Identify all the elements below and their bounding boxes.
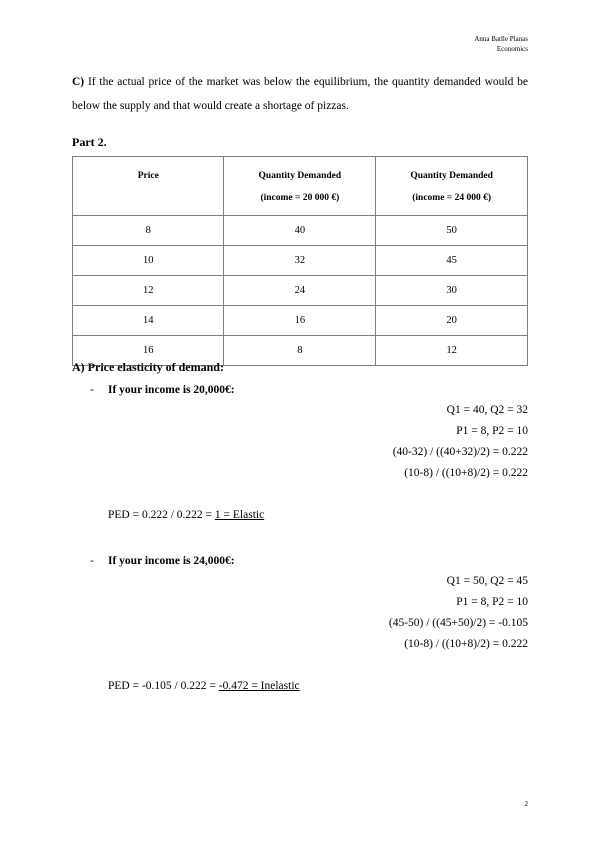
table-row (73, 276, 528, 306)
subject-name: Economics (496, 45, 528, 53)
case-1-line-2: P1 = 8, P2 = 10 (456, 425, 528, 437)
part-c-paragraph (72, 70, 528, 118)
bullet-dash: - (90, 555, 94, 567)
table-cell: 16 (224, 306, 376, 336)
table-cell: 8 (224, 336, 376, 366)
table-row (73, 306, 528, 336)
header-qd-24000: Quantity Demanded (income = 24 000 €) (376, 157, 528, 216)
table-cell: 20 (376, 306, 528, 336)
header-price: Price (73, 157, 224, 216)
case-2-ped (108, 680, 300, 692)
case-2-ped-result: -0.472 = Inelastic (218, 680, 300, 692)
table-cell: 8 (73, 216, 224, 246)
page-number: 2 (524, 800, 528, 808)
case-1-line-1: Q1 = 40, Q2 = 32 (446, 404, 528, 416)
case-1-heading-text: If your income is 20,000€: (108, 384, 235, 396)
case-2-line-4: (10-8) / ((10+8)/2) = 0.222 (404, 638, 528, 650)
header-qd-20000: Quantity Demanded (income = 20 000 €) (224, 157, 376, 216)
case-1-ped-prefix: PED = 0.222 / 0.222 = (108, 509, 215, 521)
table-cell: 10 (73, 246, 224, 276)
table-cell: 24 (224, 276, 376, 306)
case-1-ped (108, 509, 264, 521)
case-2-heading-text: If your income is 24,000€: (108, 555, 235, 567)
table-cell: 32 (224, 246, 376, 276)
section-a-title: A) Price elasticity of demand: (72, 360, 224, 374)
table-row (73, 246, 528, 276)
table-header-row (73, 157, 528, 216)
part-c-text: If the actual price of the market was below the equilibrium, the quantity demanded would be below the supply and that would create a shortage of pizzas. (72, 76, 529, 112)
case-2-line-3: (45-50) / ((45+50)/2) = -0.105 (388, 617, 528, 629)
page-header (474, 34, 528, 54)
table-cell: 14 (73, 306, 224, 336)
table-cell: 12 (376, 336, 528, 366)
case-2-ped-prefix: PED = -0.105 / 0.222 = (108, 680, 219, 692)
table-cell: 30 (376, 276, 528, 306)
part-c-label: C) (72, 76, 85, 88)
table-cell: 16 (73, 336, 224, 366)
part-2-title: Part 2. (72, 135, 107, 149)
case-2-line-1: Q1 = 50, Q2 = 45 (446, 575, 528, 587)
author-name: Anna Batlle Planas (474, 35, 528, 43)
table-row (73, 216, 528, 246)
bullet-dash: - (90, 384, 94, 396)
table-cell: 40 (224, 216, 376, 246)
table-cell: 50 (376, 216, 528, 246)
case-1-line-3: (40-32) / ((40+32)/2) = 0.222 (392, 446, 528, 458)
demand-table (72, 156, 528, 366)
table-cell: 12 (73, 276, 224, 306)
case-2-line-2: P1 = 8, P2 = 10 (456, 596, 528, 608)
case-1-ped-result: 1 = Elastic (214, 509, 265, 521)
case-1-line-4: (10-8) / ((10+8)/2) = 0.222 (404, 467, 528, 479)
table-cell: 45 (376, 246, 528, 276)
